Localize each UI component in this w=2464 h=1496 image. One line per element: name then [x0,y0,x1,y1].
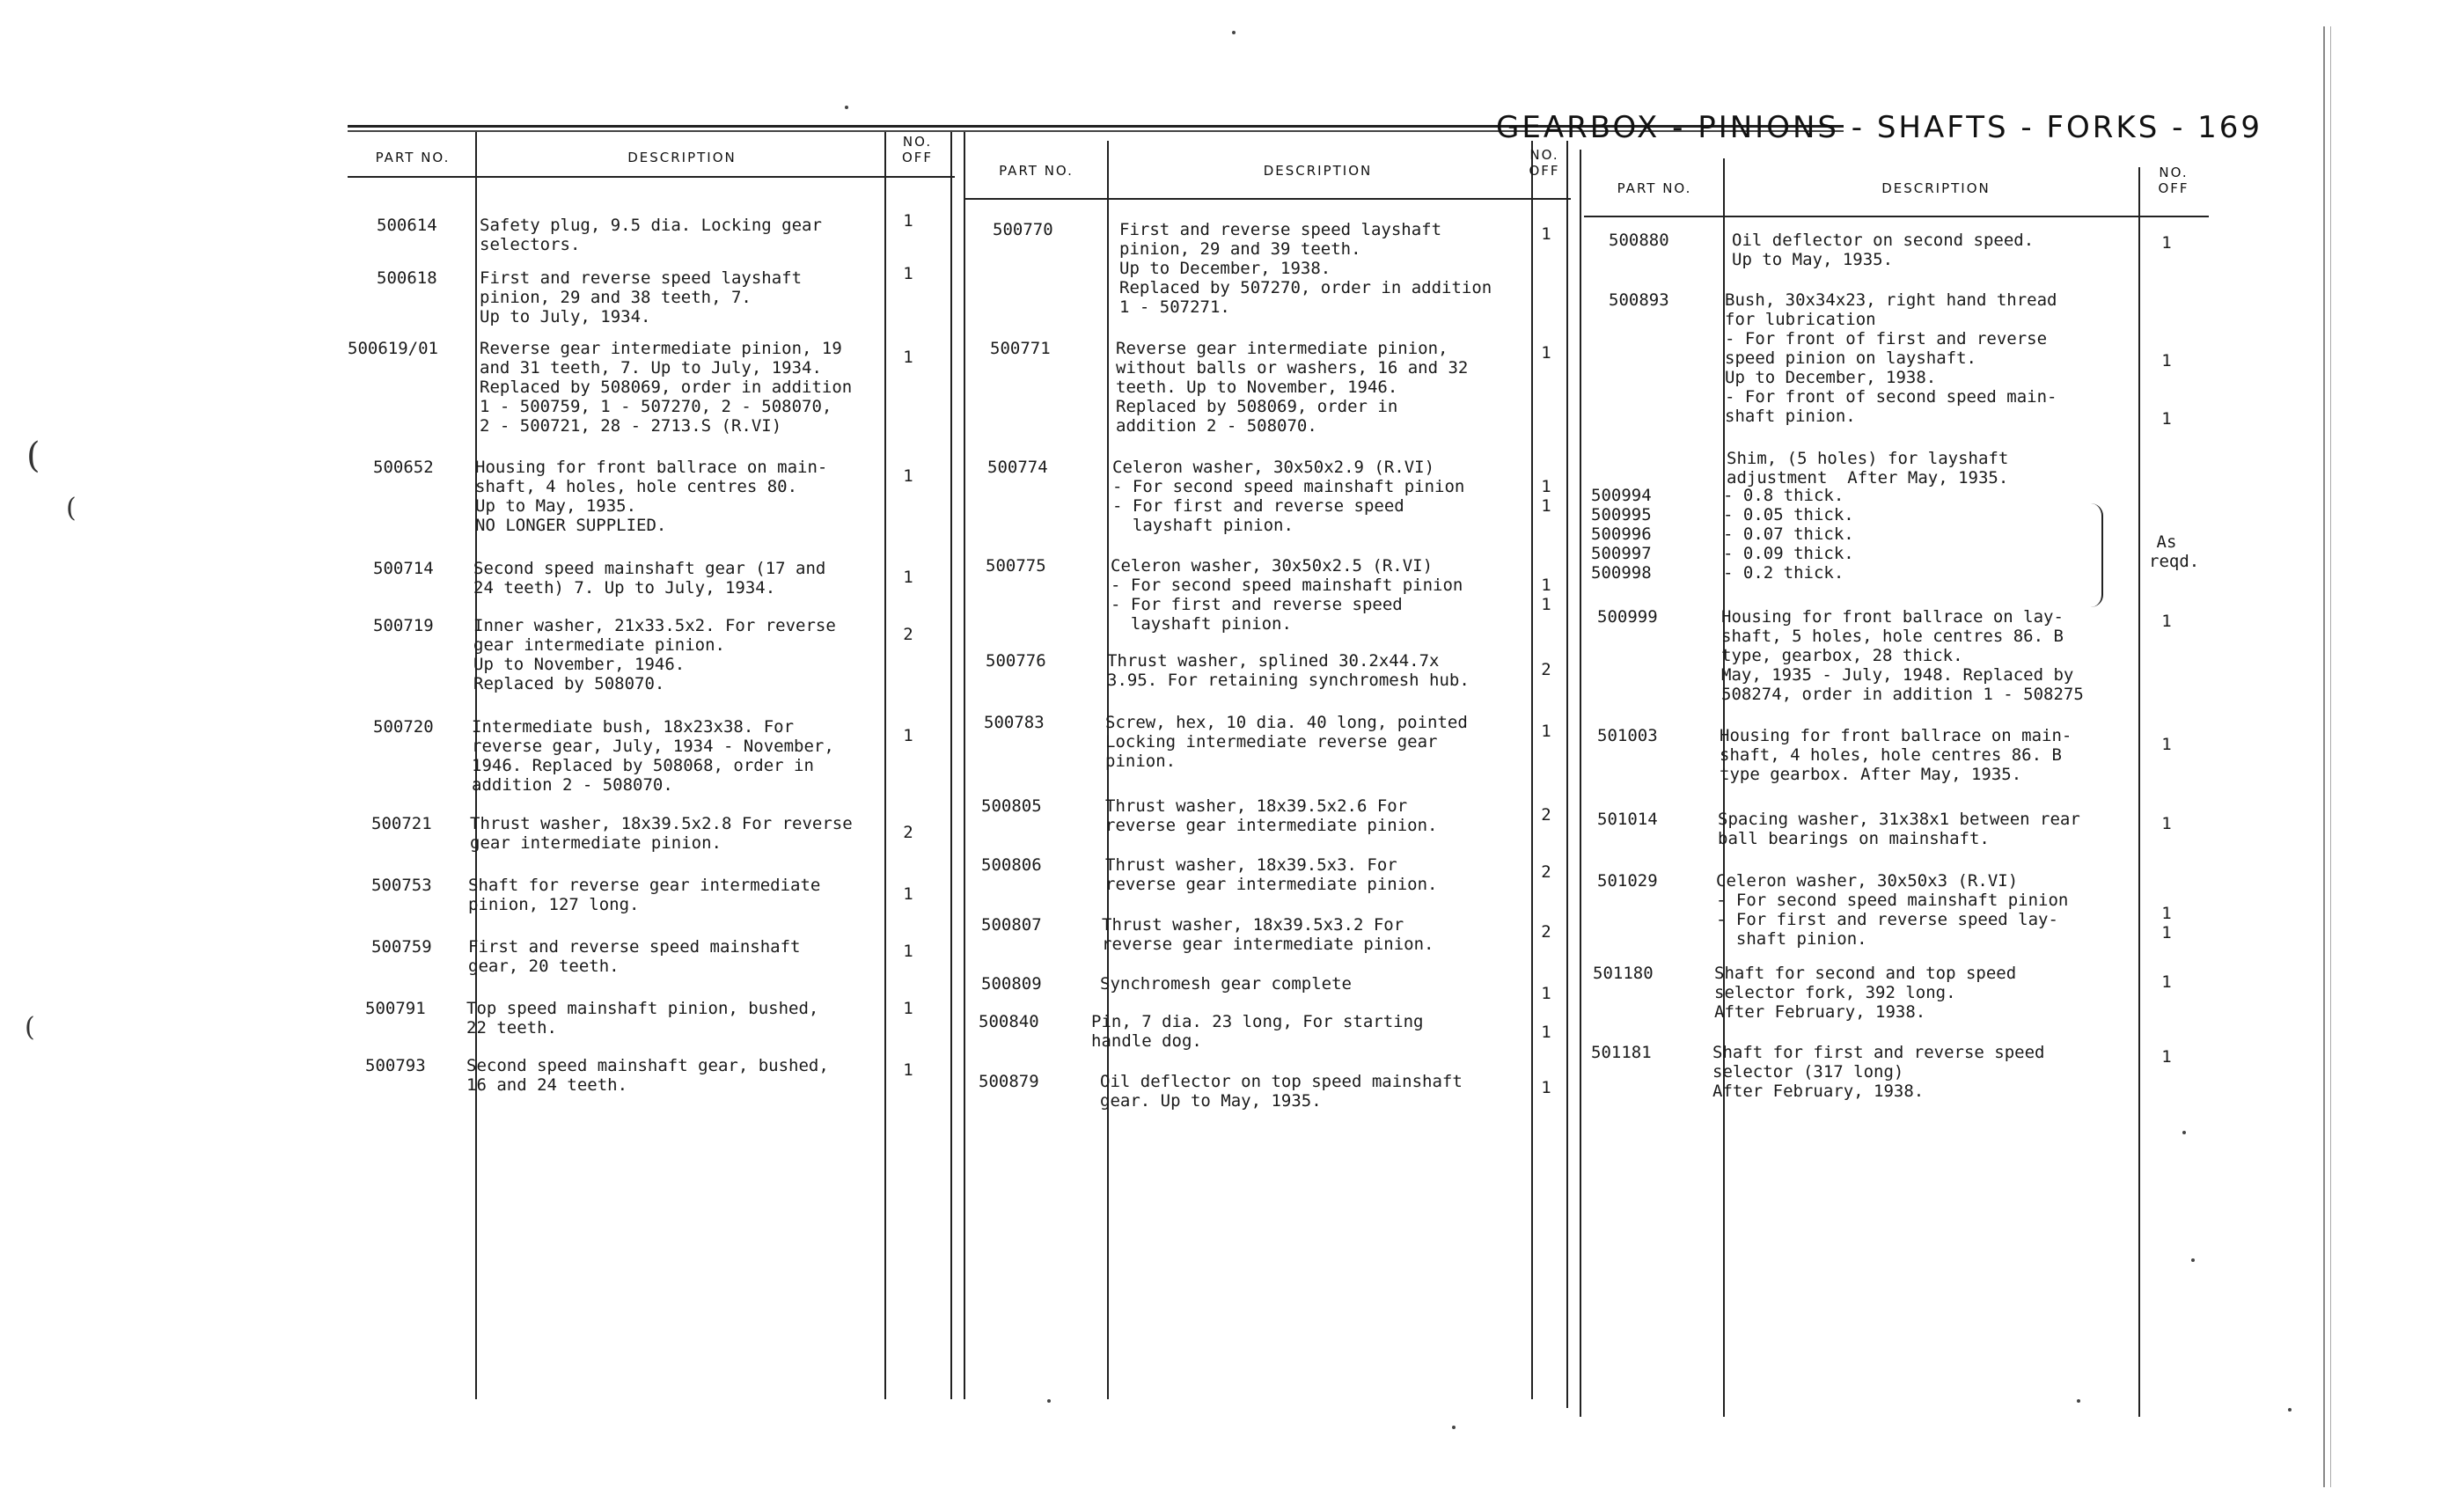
part-description: Safety plug, 9.5 dia. Locking gear selectors. [480,216,822,254]
part-number: 501180 [1593,964,1654,983]
quantity-off: 1 [2161,972,2172,992]
part-description: Intermediate bush, 18x23x38. For reverse gear, July, 1934 - November, 1946. Replaced by 508068, order in addition 2 - 508070. [472,717,834,795]
quantity-off: 1 [903,942,913,961]
part-description: Shaft for reverse gear intermediate pinion, 127 long. [468,876,821,914]
part-number: 500805 [981,796,1042,816]
scan-speck [845,106,848,109]
page-edge-line [2323,26,2325,1487]
part-number: 500994 500995 500996 500997 500998 [1591,486,1652,583]
quantity-off: 1 [1541,1078,1551,1097]
header-no-off: NO. OFF [2158,165,2189,196]
part-number: 500618 [377,268,437,288]
part-number: 500893 [1609,290,1669,310]
part-number: 500806 [981,855,1042,875]
part-number: 500809 [981,974,1042,994]
part-description: Celeron washer, 30x50x2.5 (R.VI) - For second speed mainshaft pinion - For first and reverse speed layshaft pinion. [1111,556,1463,634]
column-rule [884,132,886,1399]
part-description: First and reverse speed layshaft pinion, 29 and 38 teeth, 7. Up to July, 1934. [480,268,803,326]
scan-speck [2288,1408,2292,1412]
quantity-off: 1 [2161,1047,2172,1067]
part-description: Top speed mainshaft pinion, bushed, 22 teeth. [466,999,819,1038]
column-rule [1580,150,1581,1417]
part-description: Synchromesh gear complete [1100,974,1352,994]
quantity-off: 1 [2161,814,2172,833]
quantity-off: 1 [903,726,913,745]
quantity-off: 2 [1541,922,1551,942]
column-rule [964,132,965,1399]
part-number: 500714 [373,559,434,578]
header-rule [1584,216,2209,217]
scan-speck [2182,1131,2186,1134]
part-description: First and reverse speed layshaft pinion, 29 and 39 teeth. Up to December, 1938. Replaced by 507270, order in addition 1 - 507271. [1119,220,1492,317]
quantity-off: 1 [903,884,913,904]
part-number: 500720 [373,717,434,737]
quantity-off: 2 [903,625,913,644]
header-rule [348,176,955,178]
scan-speck [1047,1399,1051,1403]
quantity-off: 1 [903,466,913,486]
part-number: 500721 [371,814,432,833]
column-rule [2138,167,2140,1417]
quantity-off: 1 1 [2161,904,2172,942]
part-description: Celeron washer, 30x50x2.9 (R.VI) - For second speed mainshaft pinion - For first and reverse speed layshaft pinion. [1112,458,1465,535]
part-number: 500719 [373,616,434,635]
part-number: 500793 [365,1056,426,1075]
column-rule [950,132,952,1399]
column-rule [1566,141,1568,1408]
header-part-no: PART NO. [1617,180,1692,196]
part-description: Thrust washer, 18x39.5x3. For reverse gear intermediate pinion. [1105,855,1438,894]
part-description: Second speed mainshaft gear (17 and 24 teeth) 7. Up to July, 1934. [473,559,826,598]
margin-mark: ( [66,493,77,524]
part-description: Thrust washer, 18x39.5x2.8 For reverse gear intermediate pinion. [470,814,853,853]
part-number: 500614 [377,216,437,235]
header-description: DESCRIPTION [1263,163,1373,179]
quantity-off: 1 1 [1541,576,1551,614]
quantity-off: 1 [1541,224,1551,244]
quantity-off: 1 [1541,722,1551,741]
header-description: DESCRIPTION [1881,180,1991,196]
part-description: Second speed mainshaft gear, bushed, 16 and 24 teeth. [466,1056,829,1095]
part-number: 500770 [993,220,1053,239]
header-no-off: NO. OFF [1529,147,1560,179]
part-number: 500999 [1597,607,1658,627]
part-number: 500880 [1609,231,1669,250]
quantity-off: 1 [2161,735,2172,754]
quantity-off: 1 [2161,612,2172,631]
part-description: First and reverse speed mainshaft gear, 20 teeth. [468,937,801,976]
quantity-off: 1 [903,999,913,1018]
part-number: 500619/01 [348,339,438,358]
header-no-off: NO. OFF [901,134,934,165]
part-description: Reverse gear intermediate pinion, without balls or washers, 16 and 32 teeth. Up to November, 1946. Replaced by 508069, order in addition 2 - 508070. [1116,339,1469,436]
part-description: Thrust washer, 18x39.5x3.2 For reverse gear intermediate pinion. [1102,915,1434,954]
part-number: 501003 [1597,726,1658,745]
part-number: 500753 [371,876,432,895]
quantity-off: 1 [903,264,913,283]
quantity-off: 1 [903,348,913,367]
page-edge-line-secondary [2330,26,2331,1487]
header-rule [964,198,1571,200]
part-description: - 0.8 thick. - 0.05 thick. - 0.07 thick. - 0.09 thick. - 0.2 thick. [1723,486,1854,583]
quantity-off: 2 [903,823,913,842]
margin-mark: ( [26,436,40,476]
scan-speck [1232,31,1236,34]
quantity-off: 2 [1541,862,1551,882]
part-number: 500775 [986,556,1046,576]
quantity-off: 1 1 [1541,477,1551,516]
part-number: 501029 [1597,871,1658,891]
quantity-off: 1 1 [2161,351,2172,429]
quantity-off: 2 [1541,660,1551,679]
header-part-no: PART NO. [375,150,451,165]
scan-speck [1452,1426,1456,1429]
part-description: Housing for front ballrace on main- shaft, 4 holes, hole centres 86. B type gearbox. After May, 1935. [1720,726,2072,784]
part-number: 501181 [1591,1043,1652,1062]
header-description: DESCRIPTION [627,150,737,165]
part-number: 500776 [986,651,1046,671]
quantity-off: 1 [1541,984,1551,1003]
quantity-off: 1 [2161,233,2172,253]
part-description: Oil deflector on second speed. Up to May, 1935. [1732,231,2035,269]
part-description: Pin, 7 dia. 23 long, For starting handle dog. [1091,1012,1424,1051]
part-number: 500771 [990,339,1051,358]
part-description: Housing for front ballrace on lay- shaft, 5 holes, hole centres 86. B type, gearbox, 28 thick. May, 1935 - July, 1948. Replaced by 508274, order in addition 1 - 508275 [1721,607,2084,704]
part-number: 500774 [987,458,1048,477]
part-description: Spacing washer, 31x38x1 between rear ball bearings on mainshaft. [1718,810,2080,848]
part-number: 500759 [371,937,432,957]
part-description: Oil deflector on top speed mainshaft gear. Up to May, 1935. [1100,1072,1463,1111]
margin-mark: ( [25,1012,35,1043]
part-number: 501014 [1597,810,1658,829]
header-part-no: PART NO. [999,163,1074,179]
part-description: Housing for front ballrace on main- shaft, 4 holes, hole centres 80. Up to May, 1935. NO LONGER SUPPLIED. [475,458,828,535]
quantity-off: 2 [1541,805,1551,825]
page-title: GEARBOX - PINIONS - SHAFTS - FORKS - 169 [1496,110,2263,145]
column-rule [1531,141,1533,1399]
part-description: Celeron washer, 30x50x3 (R.VI) - For second speed mainshaft pinion - For first and reverse speed lay- shaft pinion. [1716,871,2069,949]
part-description: Inner washer, 21x33.5x2. For reverse gear intermediate pinion. Up to November, 1946. Replaced by 508070. [473,616,836,693]
part-description: Thrust washer, 18x39.5x2.6 For reverse gear intermediate pinion. [1105,796,1438,835]
part-number: 500652 [373,458,434,477]
quantity-off: 1 [1541,1023,1551,1042]
group-bracket [2086,503,2103,607]
quantity-off: 1 [903,568,913,587]
part-number: 500807 [981,915,1042,935]
quantity-off: 1 [903,1060,913,1080]
part-description: Shim, (5 holes) for layshaft adjustment After May, 1935. [1727,449,2009,488]
part-number: 500783 [984,713,1045,732]
part-description: Reverse gear intermediate pinion, 19 and 31 teeth, 7. Up to July, 1934. Replaced by 508069, order in addition 1 - 500759, 1 - 507270, 2 - 508070, 2 - 500721, 28 - 2713.S (R.VI) [480,339,853,436]
part-description: Thrust washer, splined 30.2x44.7x 3.95. For retaining synchromesh hub. [1107,651,1470,690]
quantity-off: 1 [1541,343,1551,363]
part-description: Shaft for second and top speed selector fork, 392 long. After February, 1938. [1714,964,2017,1022]
part-number: 500879 [979,1072,1039,1091]
part-number: 500791 [365,999,426,1018]
scan-speck [2077,1399,2080,1403]
part-description: Screw, hex, 10 dia. 40 long, pointed Locking intermediate reverse gear pinion. [1105,713,1468,771]
part-number: 500840 [979,1012,1039,1031]
part-description: Bush, 30x34x23, right hand thread for lubrication - For front of first and reverse speed pinion on layshaft. Up to December, 1938. - For front of second speed main- shaft pinion. [1725,290,2057,426]
quantity-off: 1 [903,211,913,231]
quantity-off: As reqd. [2149,532,2200,571]
part-description: Shaft for first and reverse speed selector (317 long) After February, 1938. [1712,1043,2045,1101]
scan-speck [2191,1258,2195,1262]
